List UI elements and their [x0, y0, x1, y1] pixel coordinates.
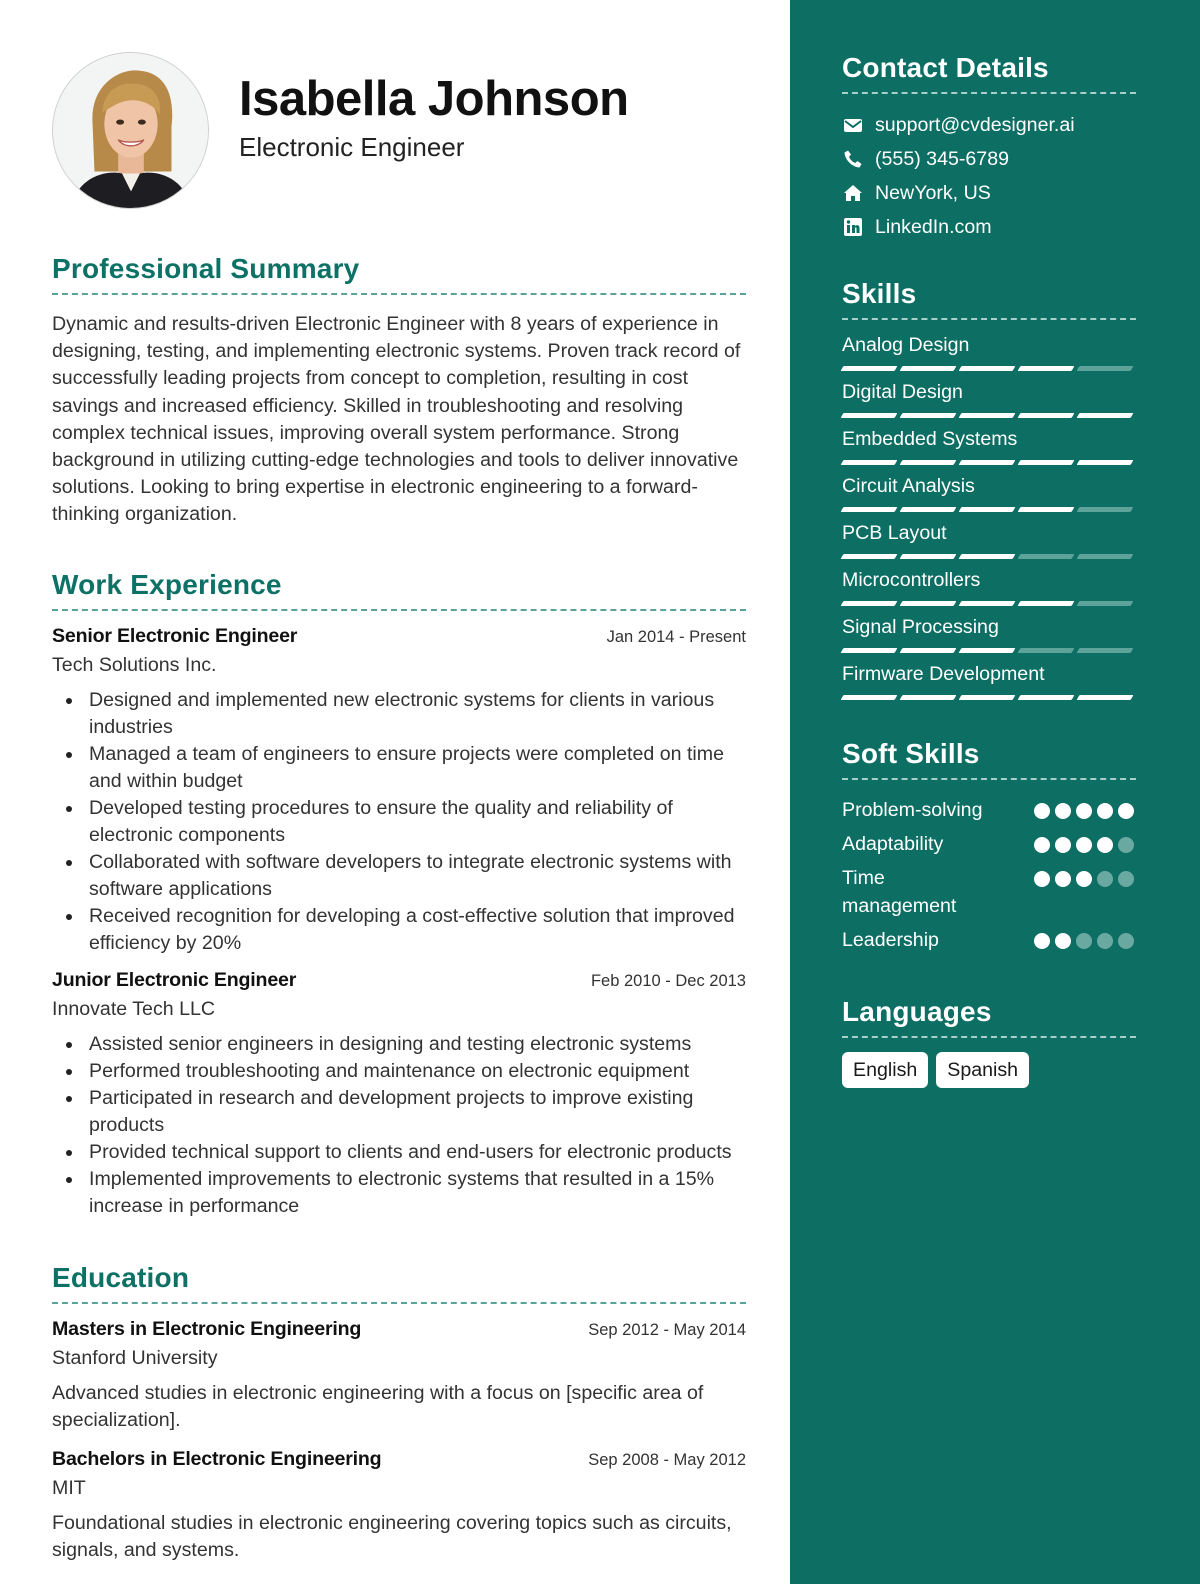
job-bullet: Developed testing procedures to ensure the quality and reliability of electronic components	[52, 795, 746, 849]
skill-rating-bar	[841, 695, 898, 700]
contact-phone-text: (555) 345-6789	[875, 147, 1009, 170]
name-block	[239, 74, 629, 162]
skill-rating-bar	[900, 460, 957, 465]
soft-skill-rating	[1034, 837, 1134, 853]
soft-skill-item	[842, 864, 1136, 920]
job-bullet: Designed and implemented new electronic systems for clients in various industries	[52, 687, 746, 741]
soft-skill-rating-dot	[1055, 871, 1071, 887]
skill-name: Digital Design	[842, 381, 963, 403]
skill-item	[842, 568, 1136, 606]
job-bullet: Provided technical support to clients and end-users for electronic products	[52, 1139, 746, 1166]
soft-skill-rating-dot	[1118, 803, 1134, 819]
job-bullets	[52, 1031, 746, 1220]
soft-skill-rating-dot	[1097, 803, 1113, 819]
job-company: Innovate Tech LLC	[52, 997, 216, 1020]
skill-rating-bar	[1077, 413, 1134, 418]
contact-linkedin[interactable]	[842, 210, 1136, 244]
skill-rating-bar	[959, 601, 1016, 606]
sidebar	[790, 0, 1200, 1584]
soft-skill-rating-dot	[1034, 933, 1050, 949]
soft-skills-section	[842, 738, 1136, 954]
education-date: Sep 2012 - May 2014	[588, 1320, 746, 1339]
skill-rating-bar	[841, 601, 898, 606]
soft-skill-rating-dot	[1055, 837, 1071, 853]
contact-section	[842, 52, 1136, 244]
skill-rating-bar	[1018, 460, 1075, 465]
job-bullet: Managed a team of engineers to ensure projects were completed on time and within budget	[52, 741, 746, 795]
skill-rating	[842, 695, 1136, 700]
skill-rating-bar	[1077, 695, 1134, 700]
section-title-contact: Contact Details	[842, 52, 1136, 94]
job-company: Tech Solutions Inc.	[52, 653, 217, 676]
skill-name: Embedded Systems	[842, 428, 1018, 450]
contact-email-text: support@cvdesigner.ai	[875, 113, 1075, 136]
skill-rating	[842, 648, 1136, 653]
skill-rating-bar	[1077, 507, 1134, 512]
skill-rating	[842, 554, 1136, 559]
education-date: Sep 2008 - May 2012	[588, 1451, 746, 1470]
skill-rating	[842, 413, 1136, 418]
soft-skill-rating-dot	[1076, 871, 1092, 887]
job-bullet: Received recognition for developing a cost-effective solution that improved efficiency by 20%	[52, 903, 746, 957]
section-title-education: Education	[52, 1262, 746, 1304]
skill-rating-bar	[900, 554, 957, 559]
skill-rating	[842, 507, 1136, 512]
education-section	[52, 1262, 746, 1565]
job-date: Jan 2014 - Present	[606, 627, 746, 646]
languages-list	[842, 1052, 1136, 1088]
skill-rating	[842, 366, 1136, 371]
soft-skill-rating-dot	[1055, 803, 1071, 819]
linkedin-icon	[842, 216, 864, 238]
home-icon	[842, 182, 864, 204]
soft-skill-rating-dot	[1097, 871, 1113, 887]
skill-rating-bar	[841, 460, 898, 465]
skill-rating-bar	[1018, 366, 1075, 371]
skill-rating-bar	[959, 554, 1016, 559]
soft-skill-rating	[1034, 933, 1134, 949]
skill-rating	[842, 460, 1136, 465]
soft-skill-rating	[1034, 803, 1134, 819]
envelope-icon	[842, 114, 864, 136]
skill-rating-bar	[900, 413, 957, 418]
job-bullet: Performed troubleshooting and maintenance on electronic equipment	[52, 1058, 746, 1085]
skills-section	[842, 278, 1136, 700]
language-badge: English	[842, 1052, 928, 1088]
skill-item	[842, 427, 1136, 465]
school-name: Stanford University	[52, 1346, 218, 1369]
skill-item	[842, 380, 1136, 418]
skill-name: Microcontrollers	[842, 569, 981, 591]
skill-rating-bar	[1018, 648, 1075, 653]
skill-rating-bar	[1077, 366, 1134, 371]
soft-skill-item	[842, 830, 1136, 858]
professional-summary-section	[52, 253, 746, 529]
soft-skill-rating-dot	[1055, 933, 1071, 949]
skill-rating-bar	[900, 648, 957, 653]
candidate-role: Electronic Engineer	[239, 131, 465, 162]
soft-skill-rating-dot	[1097, 837, 1113, 853]
skill-rating-bar	[1018, 554, 1075, 559]
skill-rating-bar	[959, 648, 1016, 653]
soft-skill-rating-dot	[1034, 803, 1050, 819]
skill-item	[842, 474, 1136, 512]
skill-rating-bar	[1077, 554, 1134, 559]
skill-rating-bar	[1018, 507, 1075, 512]
skills-list	[842, 333, 1136, 700]
contact-phone[interactable]	[842, 142, 1136, 176]
education-entry	[52, 1448, 746, 1564]
section-title-languages: Languages	[842, 996, 1136, 1038]
skill-rating-bar	[959, 507, 1016, 512]
skill-rating-bar	[1077, 601, 1134, 606]
skill-item	[842, 521, 1136, 559]
skill-item	[842, 333, 1136, 371]
skill-rating-bar	[1018, 413, 1075, 418]
skill-name: PCB Layout	[842, 522, 947, 544]
job-title: Junior Electronic Engineer	[52, 968, 297, 991]
job-date: Feb 2010 - Dec 2013	[590, 971, 746, 990]
profile-photo-illustration	[53, 53, 208, 208]
soft-skill-rating-dot	[1076, 837, 1092, 853]
contact-email[interactable]	[842, 108, 1136, 142]
job-bullet: Participated in research and development projects to improve existing products	[52, 1085, 746, 1139]
soft-skill-name: Problem-solving	[842, 799, 983, 821]
skill-rating-bar	[841, 413, 898, 418]
soft-skill-rating-dot	[1118, 871, 1134, 887]
skill-rating-bar	[959, 695, 1016, 700]
degree-title: Masters in Electronic Engineering	[52, 1317, 362, 1340]
soft-skill-rating-dot	[1076, 933, 1092, 949]
job-bullet: Assisted senior engineers in designing and testing electronic systems	[52, 1031, 746, 1058]
main-column	[52, 52, 746, 1564]
school-name: MIT	[52, 1477, 86, 1500]
profile-photo	[52, 52, 209, 209]
skill-rating-bar	[1077, 460, 1134, 465]
skill-rating-bar	[900, 695, 957, 700]
soft-skill-name: Time management	[842, 867, 957, 917]
soft-skill-rating	[1034, 871, 1134, 887]
soft-skill-rating-dot	[1097, 933, 1113, 949]
soft-skill-item	[842, 926, 1136, 954]
job-title: Senior Electronic Engineer	[52, 624, 298, 647]
degree-title: Bachelors in Electronic Engineering	[52, 1448, 382, 1471]
skill-item	[842, 662, 1136, 700]
skill-rating-bar	[900, 507, 957, 512]
job-entry	[52, 625, 746, 957]
skill-rating-bar	[841, 648, 898, 653]
section-title-soft-skills: Soft Skills	[842, 738, 1136, 780]
skill-name: Firmware Development	[842, 663, 1045, 685]
soft-skills-list	[842, 796, 1136, 954]
soft-skill-rating-dot	[1034, 871, 1050, 887]
soft-skill-rating-dot	[1118, 837, 1134, 853]
skill-rating-bar	[959, 460, 1016, 465]
phone-icon	[842, 148, 864, 170]
job-bullet: Collaborated with software developers to integrate electronic systems with software applications	[52, 849, 746, 903]
soft-skill-rating-dot	[1118, 933, 1134, 949]
work-experience-section	[52, 569, 746, 1220]
section-title-skills: Skills	[842, 278, 1136, 320]
language-badge: Spanish	[936, 1052, 1029, 1088]
skill-rating-bar	[900, 601, 957, 606]
contact-linkedin-text: LinkedIn.com	[875, 215, 992, 238]
languages-section	[842, 996, 1136, 1088]
soft-skill-name: Adaptability	[842, 833, 944, 855]
skill-name: Circuit Analysis	[842, 475, 975, 497]
skill-rating-bar	[959, 413, 1016, 418]
skill-rating-bar	[841, 554, 898, 559]
summary-text: Dynamic and results-driven Electronic Engineer with 8 years of experience in designing, testing, and implementing electronic systems. Proven track record of successfully leading projects from concept to completion, resulting in cost savings and increased efficiency. Skilled in troubleshooting and resolving complex technical issues, improving overall system performance. Strong background in utilizing cutting-edge technologies and tools to deliver innovative solutions. Looking to bring expertise in electronic engineering to a forward-thinking organization.	[52, 313, 741, 526]
soft-skill-rating-dot	[1076, 803, 1092, 819]
skill-rating	[842, 601, 1136, 606]
contact-location	[842, 176, 1136, 210]
skill-rating-bar	[841, 507, 898, 512]
skill-name: Signal Processing	[842, 616, 999, 638]
header	[52, 52, 746, 209]
job-entry	[52, 969, 746, 1220]
soft-skill-item	[842, 796, 1136, 824]
education-entry	[52, 1318, 746, 1434]
skill-item	[842, 615, 1136, 653]
skill-rating-bar	[959, 366, 1016, 371]
section-title-summary: Professional Summary	[52, 253, 746, 295]
job-bullet: Implemented improvements to electronic systems that resulted in a 15% increase in performance	[52, 1166, 746, 1220]
education-description: Advanced studies in electronic engineering with a focus on [specific area of specialization].	[52, 1381, 704, 1431]
skill-rating-bar	[900, 366, 957, 371]
skill-rating-bar	[1018, 601, 1075, 606]
job-bullets	[52, 687, 746, 957]
section-title-work: Work Experience	[52, 569, 746, 611]
soft-skill-rating-dot	[1034, 837, 1050, 853]
contact-location-text: NewYork, US	[875, 181, 991, 204]
skill-rating-bar	[1077, 648, 1134, 653]
education-description: Foundational studies in electronic engineering covering topics such as circuits, signals, and systems.	[52, 1512, 732, 1562]
soft-skill-name: Leadership	[842, 929, 939, 951]
skill-rating-bar	[1018, 695, 1075, 700]
skill-name: Analog Design	[842, 334, 970, 356]
candidate-name: Isabella Johnson	[239, 72, 629, 127]
skill-rating-bar	[841, 366, 898, 371]
